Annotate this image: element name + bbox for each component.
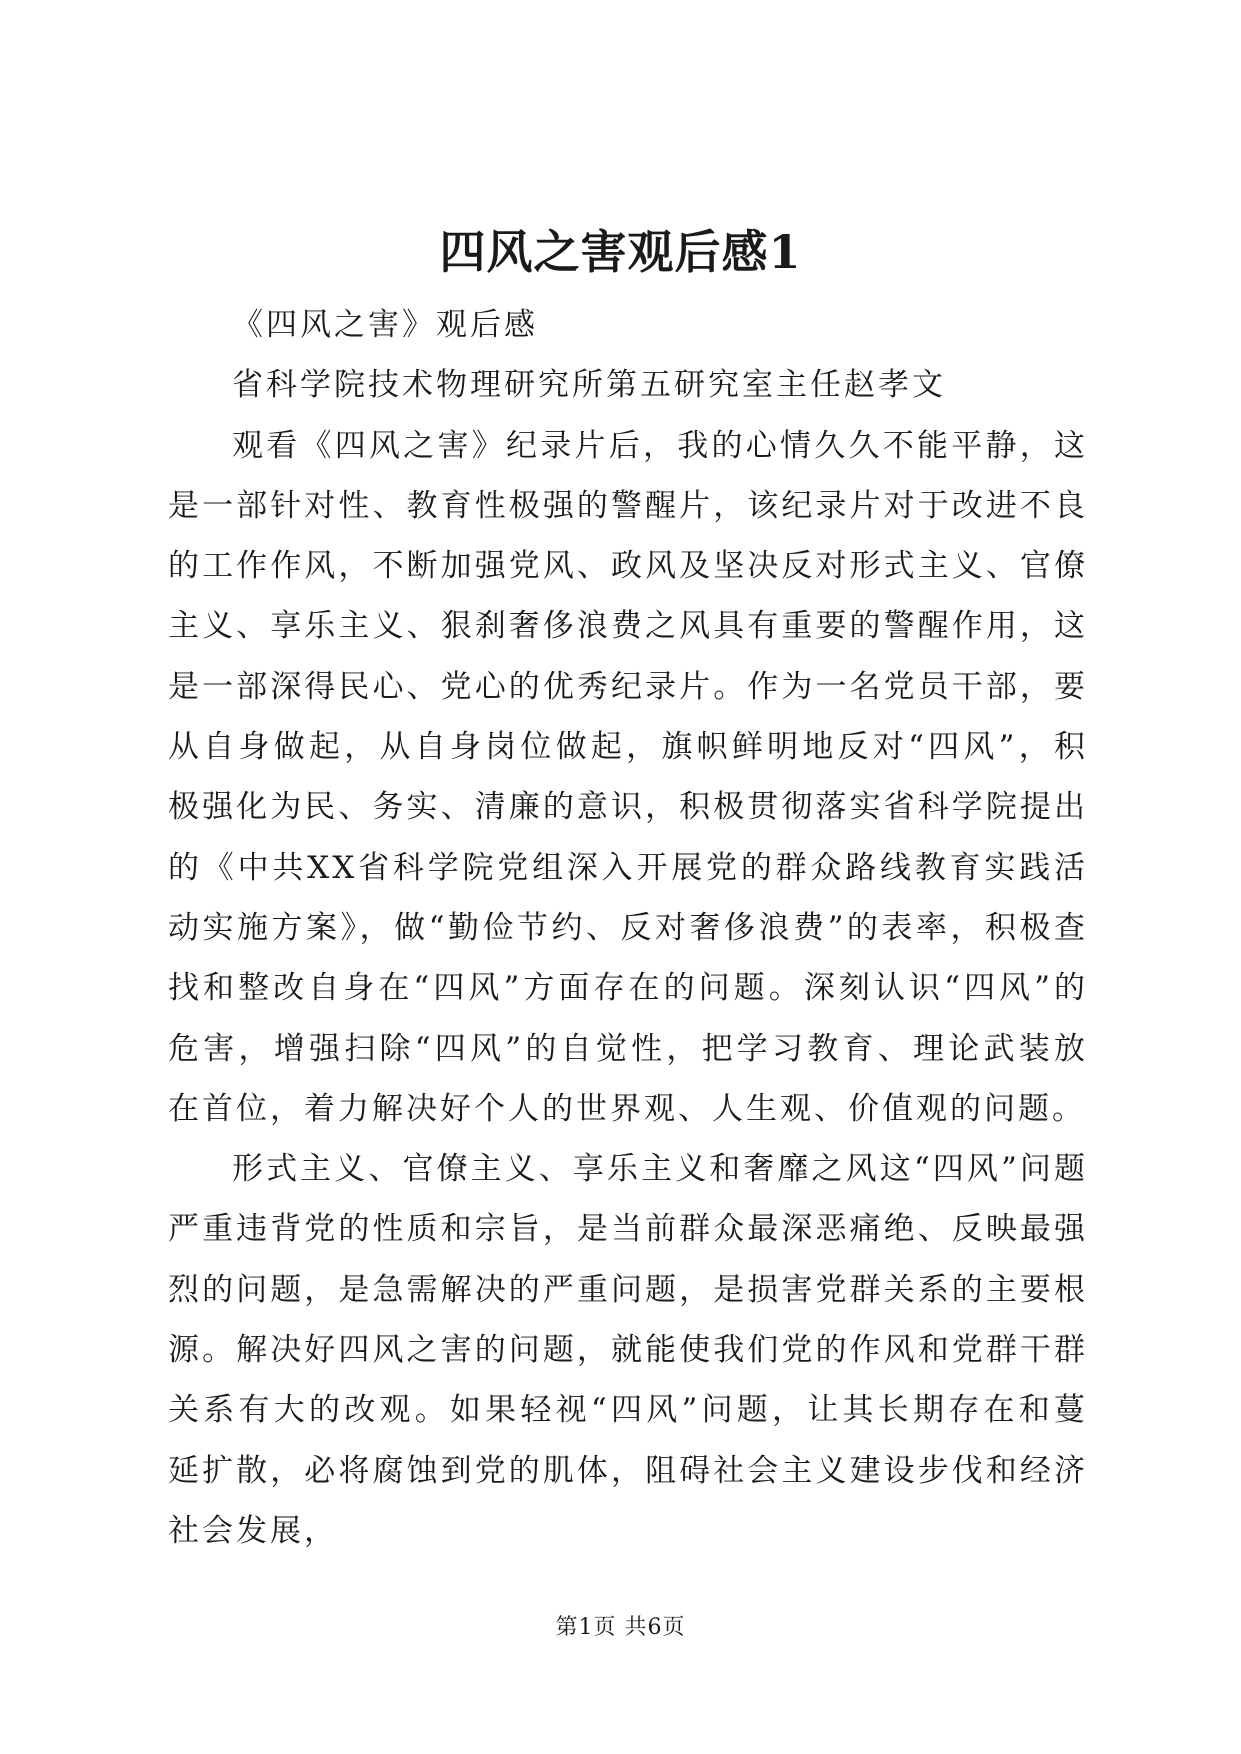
paragraph: 形式主义、官僚主义、享乐主义和奢靡之风这“四风”问题严重违背党的性质和宗旨，是当前群众最深恶痛绝、反映最强烈的问题，是急需解决的严重问题，是损害党群关系的主要根源。解决好四风之害的问题，就能使我们党的作风和党群干群关系有大的改观。如果轻视“四风”问题，让其长期存在和蔓延扩散，必将腐蚀到党的肌体，阻碍社会主义建设步伐和经济社会发展， — [168, 1151, 1088, 1549]
page-footer: 第1页 共6页 — [555, 1615, 686, 1640]
document-title: 四风之害观后感1 — [439, 225, 802, 279]
paragraph: 观看《四风之害》纪录片后，我的心情久久不能平静，这是一部针对性、教育性极强的警醒片，该纪录片对于改进不良的工作作风，不断加强党风、政风及坚决反对形式主义、官僚主义、享乐主义、狠刹奢侈浪费之风具有重要的警醒作用，这是一部深得民心、党心的优秀纪录片。作为一名党员干部，要从自身做起，从自身岗位做起，旗帜鲜明地反对“四风”，积极强化为民、务实、清廉的意识，积极贯彻落实省科学院提出的《中共XX省科学院党组深入开展党的群众路线教育实践活动实施方案》，做“勤俭节约、反对奢侈浪费”的表率，积极查找和整改自身在“四风”方面存在的问题。深刻认识“四风”的危害，增强扫除“四风”的自觉性，把学习教育、理论武装放在首位，着力解决好个人的世界观、人生观、价值观的问题。 — [168, 427, 1088, 1127]
document-body — [168, 295, 1088, 1561]
document-subtitle: 《四风之害》观后感 — [232, 307, 538, 343]
author-line: 省科学院技术物理研究所第五研究室主任赵孝文 — [232, 367, 946, 404]
